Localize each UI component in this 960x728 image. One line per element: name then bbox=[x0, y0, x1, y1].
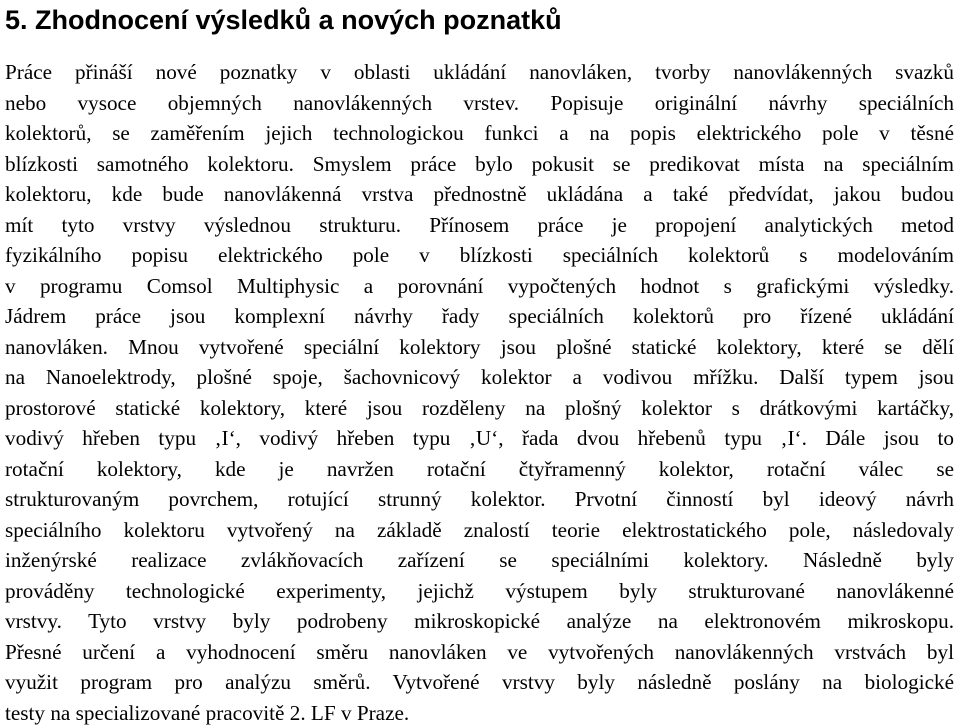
paragraph-line: Práce přináší nové poznatky v oblasti ukládání nanovláken, tvorby nanovlákenných svazků bbox=[5, 57, 954, 88]
paragraph-line: vrstvy. Tyto vrstvy byly podrobeny mikroskopické analýze na elektronovém mikroskopu. bbox=[5, 606, 954, 637]
paragraph-line: testy na specializované pracovitě 2. LF v Praze. bbox=[5, 698, 954, 728]
paragraph-line: kolektoru, kde bude nanovlákenná vrstva přednostně ukládána a také předvídat, jakou budou bbox=[5, 179, 954, 210]
paragraph-line: nebo vysoce objemných nanovlákenných vrstev. Popisuje originální návrhy speciálních bbox=[5, 88, 954, 119]
paragraph-line: nanovláken. Mnou vytvořené speciální kolektory jsou plošné statické kolektory, které se dělí bbox=[5, 332, 954, 363]
paragraph-line: speciálního kolektoru vytvořený na základě znalostí teorie elektrostatického pole, následovaly bbox=[5, 515, 954, 546]
paragraph-line: vodivý hřeben typu ‚I‘, vodivý hřeben typu ‚U‘, řada dvou hřebenů typu ‚I‘. Dále jsou to bbox=[5, 423, 954, 454]
paragraph-line: blízkosti samotného kolektoru. Smyslem práce bylo pokusit se predikovat místa na speciálním bbox=[5, 149, 954, 180]
paragraph-line: mít tyto vrstvy výslednou strukturu. Přínosem práce je propojení analytických metod bbox=[5, 210, 954, 241]
paragraph-line: kolektorů, se zaměřením jejich technologickou funkci a na popis elektrického pole v těsné bbox=[5, 118, 954, 149]
section-heading: 5. Zhodnocení výsledků a nových poznatků bbox=[5, 0, 954, 38]
paragraph-line: využit program pro analýzu směrů. Vytvořené vrstvy byly následně poslány na biologické bbox=[5, 667, 954, 698]
paragraph-line: Přesné určení a vyhodnocení směru nanovláken ve vytvořených nanovlákenných vrstvách byl bbox=[5, 637, 954, 668]
paragraph-line: v programu Comsol Multiphysic a porovnání vypočtených hodnot s grafickými výsledky. bbox=[5, 271, 954, 302]
paragraph-line: rotační kolektory, kde je navržen rotační čtyřramenný kolektor, rotační válec se bbox=[5, 454, 954, 485]
paragraph-line: Jádrem práce jsou komplexní návrhy řady speciálních kolektorů pro řízené ukládání bbox=[5, 301, 954, 332]
paragraph-line: fyzikálního popisu elektrického pole v blízkosti speciálních kolektorů s modelováním bbox=[5, 240, 954, 271]
paragraph-line: inženýrské realizace zvlákňovacích zařízení se speciálními kolektory. Následně byly bbox=[5, 545, 954, 576]
paragraph-line: prováděny technologické experimenty, jejichž výstupem byly strukturované nanovlákenné bbox=[5, 576, 954, 607]
body-paragraph bbox=[5, 57, 954, 728]
paragraph-line: na Nanoelektrody, plošné spoje, šachovnicový kolektor a vodivou mřížku. Další typem jsou bbox=[5, 362, 954, 393]
paragraph-line: strukturovaným povrchem, rotující strunný kolektor. Prvotní činností byl ideový návrh bbox=[5, 484, 954, 515]
paragraph-line: prostorové statické kolektory, které jsou rozděleny na plošný kolektor s drátkovými kartáčky, bbox=[5, 393, 954, 424]
